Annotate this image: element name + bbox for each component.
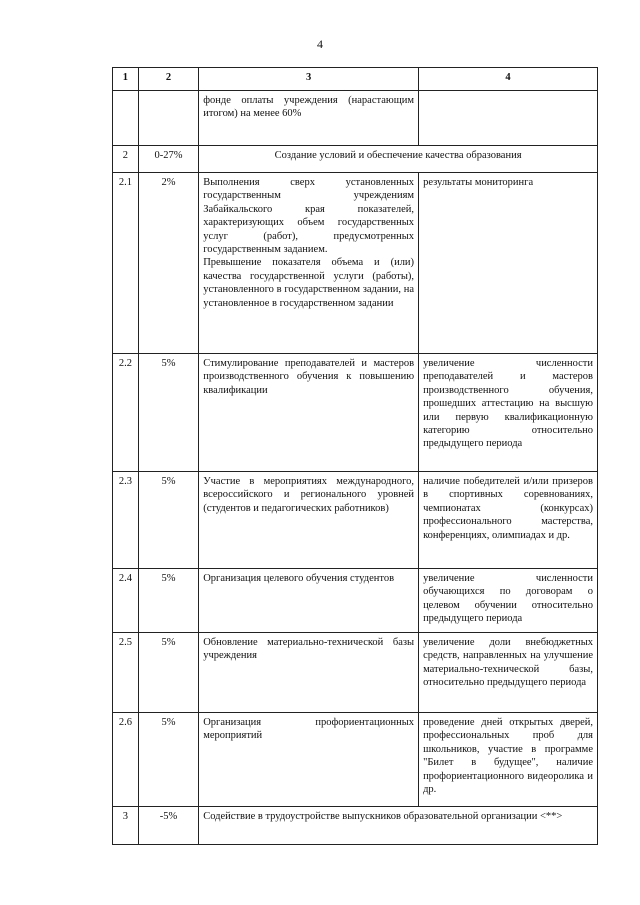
cell-empty <box>138 91 198 146</box>
table-row <box>113 569 598 633</box>
header-cell-1: 1 <box>113 68 139 91</box>
table-row <box>113 354 598 472</box>
row-percent: 5% <box>138 633 198 713</box>
section-number: 2 <box>113 146 139 173</box>
row-percent: 5% <box>138 569 198 633</box>
section-title: Создание условий и обеспечение качества образования <box>199 146 598 173</box>
row-indicator: результаты мониторинга <box>419 173 598 354</box>
row-criterion: Стимулирование преподавателей и мастеров производственного обучения к повышению квалификации <box>199 354 419 472</box>
header-cell-4: 4 <box>419 68 598 91</box>
continuation-row <box>113 91 598 146</box>
section-row <box>113 807 598 845</box>
cell-empty <box>419 91 598 146</box>
page-number: 4 <box>317 37 323 51</box>
row-number: 2.4 <box>113 569 139 633</box>
row-number: 2.6 <box>113 713 139 807</box>
row-criterion-text: Выполнения сверх установленных государственным учреждениям Забайкальского края показателей, характеризующих объем государственных услуг (работ), предусмотренных государственным заданием. <box>203 177 415 256</box>
section-title: Содействие в трудоустройстве выпускников образовательной организации <**> <box>199 807 598 845</box>
row-indicator: проведение дней открытых дверей, профессиональных проб для школьников, участие в программе "Билет в будущее", наличие профориентационного видеоролика и др. <box>419 713 598 807</box>
header-row <box>113 68 598 91</box>
table-row <box>113 173 598 354</box>
continuation-criterion: фонде оплаты учреждения (нарастающим итогом) на менее 60% <box>199 91 419 146</box>
row-indicator: увеличение численности преподавателей и мастеров производственного обучения, прошедших аттестацию на высшую или первую квалификационную категорию относительно предыдущего периода <box>419 354 598 472</box>
row-criterion-extra: Превышение показателя объема и (или) качества государственной услуги (работы), установленного в государственном задании, на установленное в государственном задании <box>203 257 415 309</box>
row-criterion: Организация целевого обучения студентов <box>199 569 419 633</box>
row-indicator: увеличение численности обучающихся по договорам о целевом обучении относительно предыдущего периода <box>419 569 598 633</box>
section-percent: 0-27% <box>138 146 198 173</box>
row-criterion: Обновление материально-технической базы учреждения <box>199 633 419 713</box>
table-row <box>113 633 598 713</box>
criteria-table <box>112 67 598 845</box>
section-row <box>113 146 598 173</box>
header-cell-3: 3 <box>199 68 419 91</box>
row-criterion <box>199 173 419 354</box>
row-number: 2.5 <box>113 633 139 713</box>
cell-empty <box>113 91 139 146</box>
row-criterion: Организация профориентационных мероприятий <box>199 713 419 807</box>
row-number: 2.1 <box>113 173 139 354</box>
row-criterion: Участие в мероприятиях международного, всероссийского и регионального уровней (студентов и педагогических работников) <box>199 472 419 569</box>
row-number: 2.3 <box>113 472 139 569</box>
section-number: 3 <box>113 807 139 845</box>
row-percent: 2% <box>138 173 198 354</box>
row-percent: 5% <box>138 713 198 807</box>
row-percent: 5% <box>138 472 198 569</box>
row-indicator: наличие победителей и/или призеров в спортивных соревнованиях, чемпионатах (конкурсах) профессионального мастерства, конференциях, олимпиадах и др. <box>419 472 598 569</box>
section-percent: -5% <box>138 807 198 845</box>
row-percent: 5% <box>138 354 198 472</box>
header-cell-2: 2 <box>138 68 198 91</box>
table-row <box>113 713 598 807</box>
table-row <box>113 472 598 569</box>
row-indicator: увеличение доли внебюджетных средств, направленных на улучшение материально-технической базы, относительно предыдущего периода <box>419 633 598 713</box>
row-number: 2.2 <box>113 354 139 472</box>
